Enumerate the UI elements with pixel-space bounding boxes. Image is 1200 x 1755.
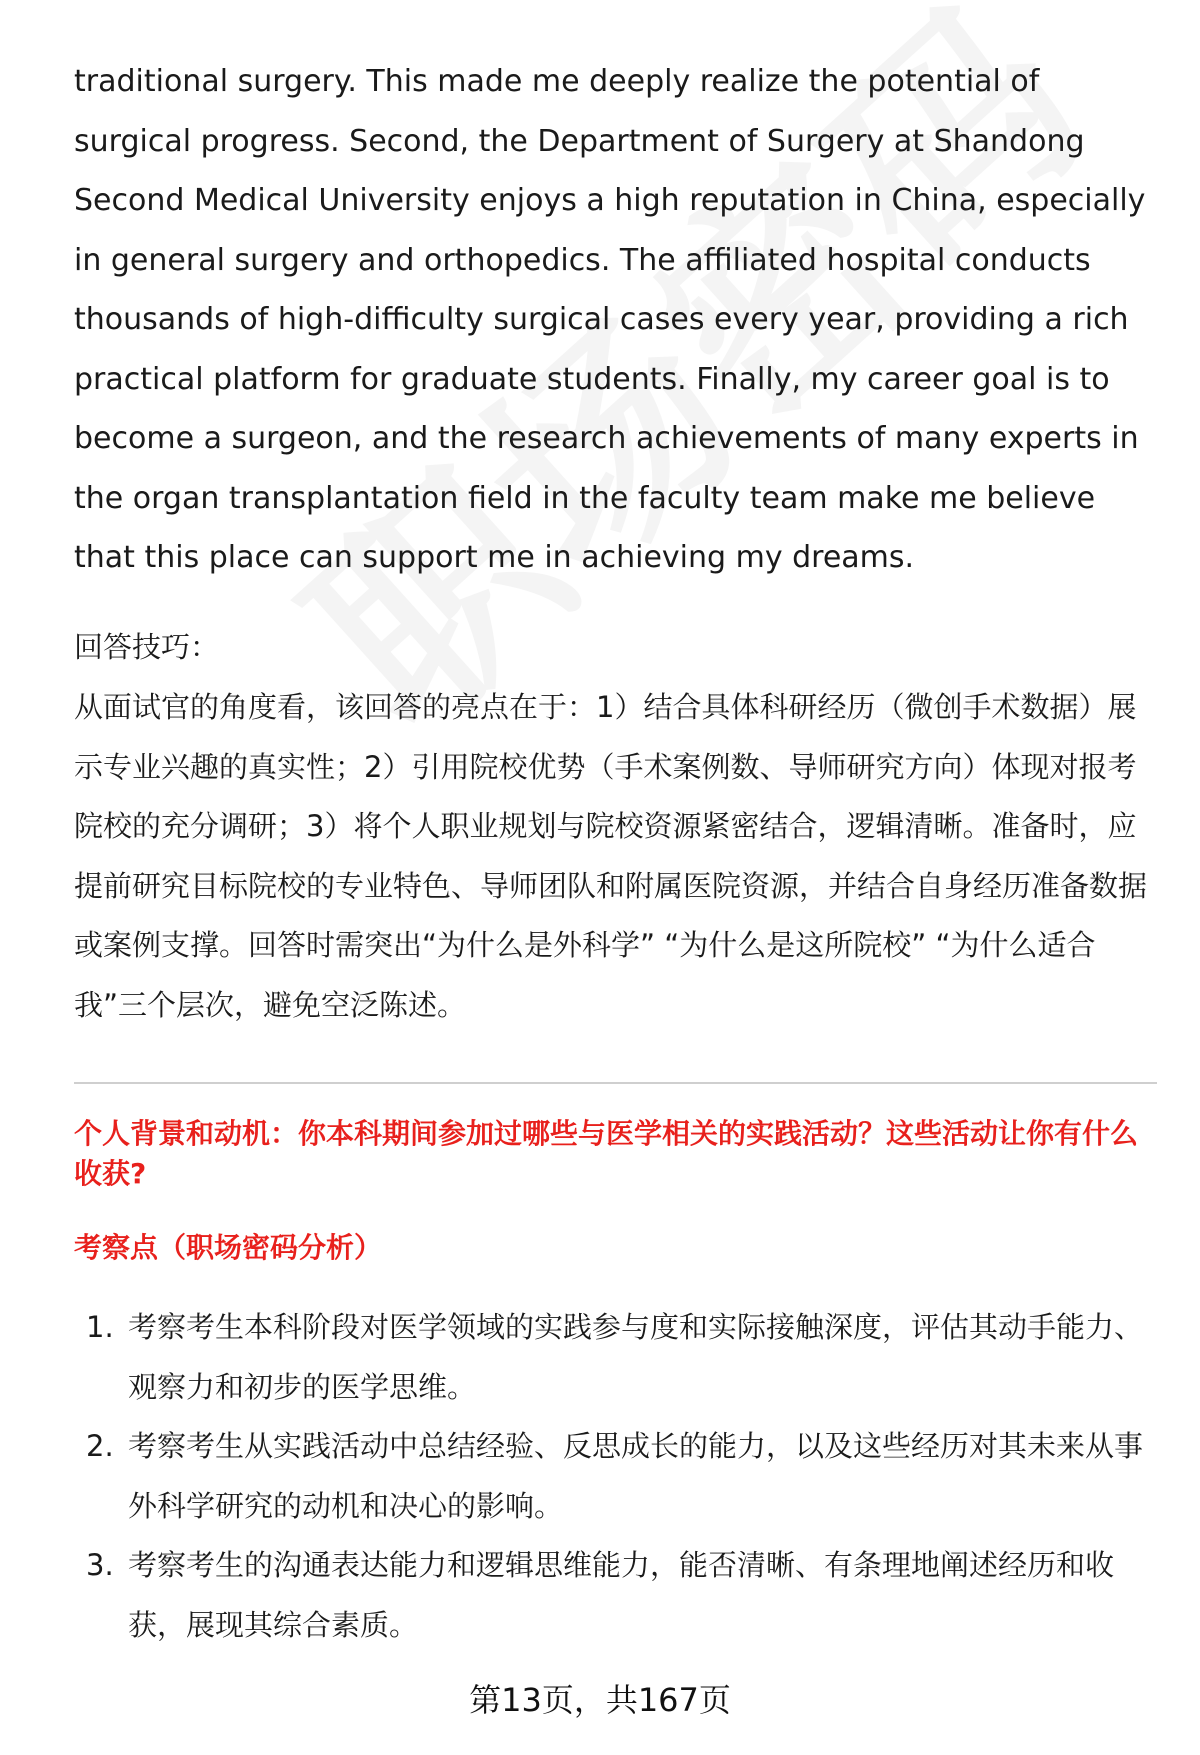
assessment-points-heading: 考察点（职场密码分析） (74, 1231, 383, 1264)
list-item (74, 1298, 1154, 1417)
list-item-number: 2. (86, 1429, 114, 1463)
page-number-footer: 第13页，共167页 (469, 1681, 731, 1719)
list-item-text: 考察考生从实践活动中总结经验、反思成长的能力，以及这些经历对其未来从事外科学研究的动机和决心的影响。 (128, 1429, 1144, 1523)
tips-heading: 回答技巧： (74, 630, 220, 664)
list-item (74, 1536, 1154, 1655)
section-divider (74, 1082, 1157, 1084)
list-item (74, 1417, 1154, 1536)
question-heading: 个人背景和动机：你本科期间参加过哪些与医学相关的实践活动？这些活动让你有什么收获? (74, 1117, 1139, 1190)
tips-paragraph: 从面试官的角度看，该回答的亮点在于：1）结合具体科研经历（微创手术数据）展示专业兴趣的真实性；2）引用院校优势（手术案例数、导师研究方向）体现对报考院校的充分调研；3）将个人职业规划与院校资源紧密结合，逻辑清晰。准备时，应提前研究目标院校的专业特色、导师团队和附属医院资源，并结合自身经历准备数据或案例支撑。回答时需突出“为什么是外科学” “为什么是这所院校” “为什么适合我”三个层次，避免空泛陈述。 (74, 690, 1148, 1022)
list-item-number: 3. (86, 1548, 114, 1582)
answer-paragraph: traditional surgery. This made me deeply realize the potential of surgical progress. Second, the Department of Surgery at Shandong Second Medical University enjoys a high reputation in China, especially in general surgery and orthopedics. The affiliated hospital conducts thousands of high-difficulty surgical cases every year, providing a rich practical platform for graduate students. Finally, my career goal is to become a surgeon, and the research achievements of many experts in the organ transplantation field in the faculty team make me believe that this place can support me in achieving my dreams. (74, 64, 1146, 575)
list-item-text: 考察考生的沟通表达能力和逻辑思维能力，能否清晰、有条理地阐述经历和收获，展现其综合素质。 (128, 1548, 1115, 1642)
list-item-number: 1. (86, 1310, 114, 1344)
assessment-points-list (74, 1298, 1154, 1655)
list-item-text: 考察考生本科阶段对医学领域的实践参与度和实际接触深度，评估其动手能力、观察力和初步的医学思维。 (128, 1310, 1144, 1404)
